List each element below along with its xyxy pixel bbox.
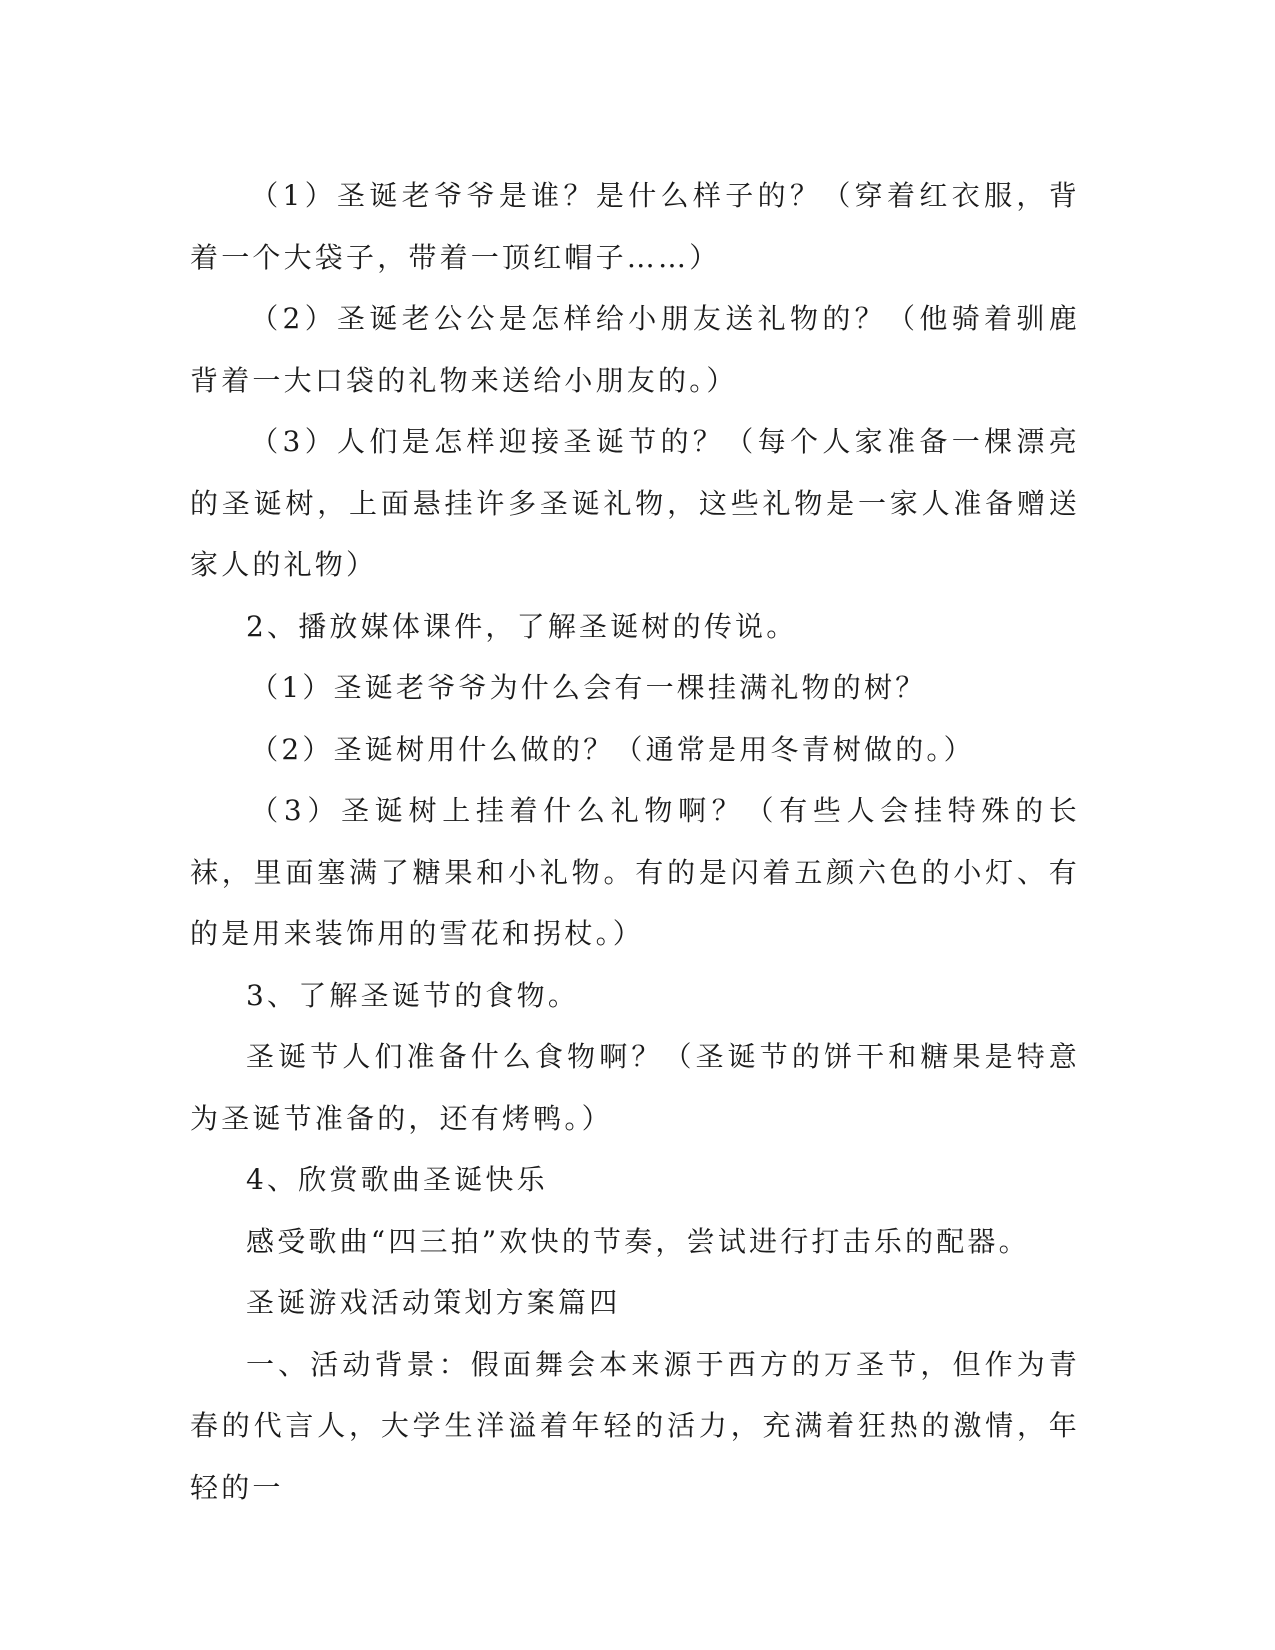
paragraph-food-question: 圣诞节人们准备什么食物啊？（圣诞节的饼干和糖果是特意为圣诞节准备的，还有烤鸭。）: [190, 1040, 1080, 1135]
paragraph-question-2: （2）圣诞老公公是怎样给小朋友送礼物的？（他骑着驯鹿背着一大口袋的礼物来送给小朋友的。）: [190, 302, 1080, 397]
paragraph-question-1: （1）圣诞老爷爷是谁？是什么样子的？（穿着红衣服，背着一个大袋子，带着一顶红帽子……）: [190, 179, 1080, 274]
paragraph-question-3: （3）人们是怎样迎接圣诞节的？（每个人家准备一棵漂亮的圣诞树，上面悬挂许多圣诞礼物，这些礼物是一家人准备赠送家人的礼物）: [190, 425, 1080, 581]
section-heading: 圣诞游戏活动策划方案篇四: [246, 1286, 621, 1319]
paragraph-song-feeling: 感受歌曲“四三拍”欢快的节奏，尝试进行打击乐的配器。: [246, 1224, 1030, 1258]
paragraph-activity-background: 一、活动背景：假面舞会本来源于西方的万圣节，但作为青春的代言人，大学生洋溢着年轻的活力，充满着狂热的激情，年轻的一: [190, 1347, 1080, 1504]
document-body: [190, 165, 1080, 1518]
paragraph-step-3: 3、了解圣诞节的食物。: [246, 978, 580, 1012]
paragraph-tree-question-1: （1）圣诞老爷爷为什么会有一棵挂满礼物的树？: [250, 671, 927, 704]
paragraph-step-2: 2、播放媒体课件，了解圣诞树的传说。: [246, 609, 798, 643]
paragraph-step-4: 4、欣赏歌曲圣诞快乐: [246, 1163, 548, 1196]
paragraph-tree-question-3: （3）圣诞树上挂着什么礼物啊？（有些人会挂特殊的长袜，里面塞满了糖果和小礼物。有的是闪着五颜六色的小灯、有的是用来装饰用的雪花和拐杖。）: [190, 794, 1080, 950]
paragraph-tree-question-2: （2）圣诞树用什么做的？（通常是用冬青树做的。）: [250, 732, 975, 766]
